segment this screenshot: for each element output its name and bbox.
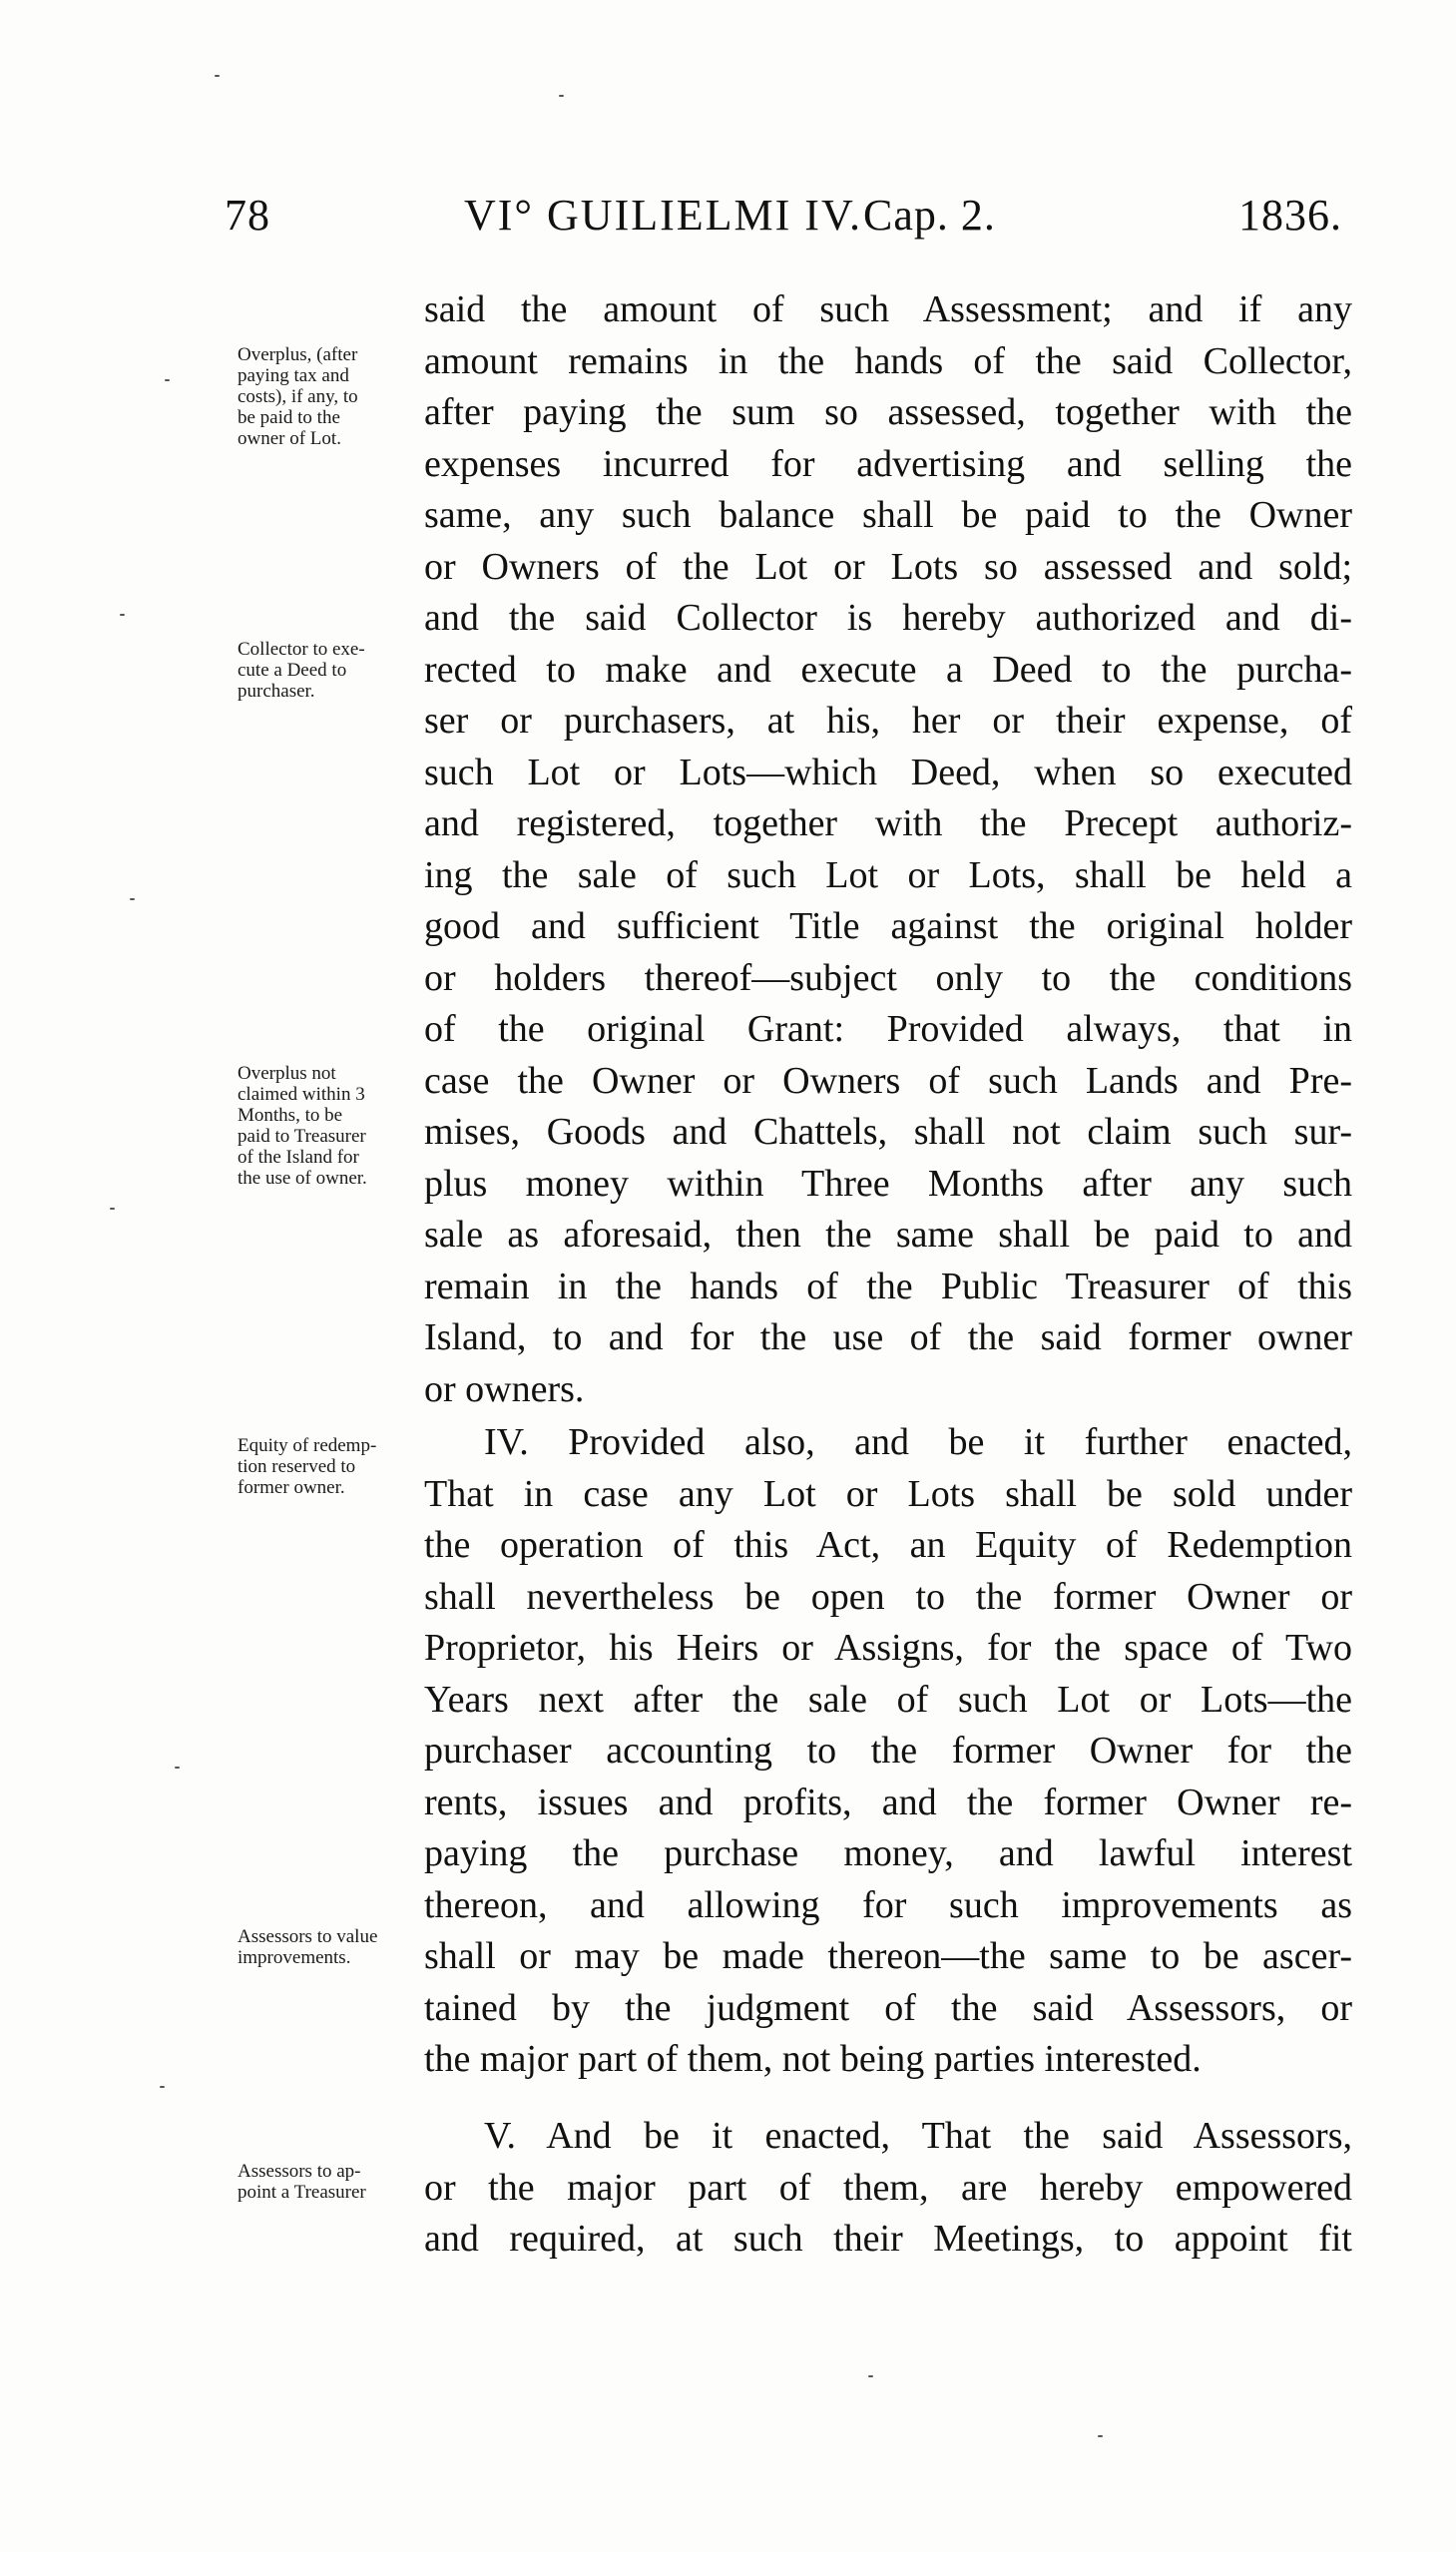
text-line: ing the sale of such Lot or Lots, shall be held a — [424, 853, 1352, 896]
text-line: same, any such balance shall be paid to the Owner — [424, 494, 1352, 536]
running-head — [225, 190, 1342, 259]
year-label: 1836. — [1238, 191, 1342, 240]
text-line: plus money within Three Months after any such — [424, 1162, 1352, 1205]
margin-note-line: Assessors to ap- — [238, 2161, 361, 2182]
section-iv-paragraph — [424, 1417, 1352, 2086]
text-line: rents, issues and profits, and the former Owner re- — [424, 1781, 1352, 1823]
text-line: mises, Goods and Chattels, shall not claim such sur- — [424, 1111, 1352, 1153]
scan-speck — [559, 95, 564, 97]
text-line: That in case any Lot or Lots shall be sold under — [424, 1472, 1352, 1515]
chapter-label: Cap. 2. — [863, 191, 996, 240]
margin-note-line: Equity of redemp- — [238, 1435, 377, 1456]
margin-note-line: the use of owner. — [238, 1168, 367, 1189]
text-line: or owners. — [424, 1367, 585, 1410]
margin-note-line: Collector to exe- — [238, 639, 365, 660]
section-heading-line: IV. Provided also, and be it further enacted, — [484, 1421, 1352, 1463]
running-title: VI° GUILIELMI IV. — [464, 191, 863, 240]
text-line: Island, to and for the use of the said former owner — [424, 1316, 1352, 1358]
scan-speck — [868, 2375, 873, 2377]
text-line: good and sufficient Title against the original holder — [424, 905, 1352, 947]
scan-speck — [110, 1208, 115, 1210]
paragraph-continuation — [424, 284, 1352, 1415]
scan-speck — [175, 1767, 180, 1769]
text-line: or Owners of the Lot or Lots so assessed and sold; — [424, 545, 1352, 588]
margin-note-line: owner of Lot. — [238, 428, 341, 449]
section-v-paragraph — [424, 2111, 1352, 2266]
margin-note-line: Overplus, (after — [238, 344, 358, 365]
text-line: purchaser accounting to the former Owner for the — [424, 1730, 1352, 1772]
text-line: shall nevertheless be open to the former Owner or — [424, 1575, 1352, 1618]
margin-note-line: Months, to be — [238, 1105, 343, 1126]
text-line: such Lot or Lots—which Deed, when so executed — [424, 751, 1352, 793]
margin-note-overplus — [238, 344, 437, 449]
text-line: tained by the judgment of the said Assessors, or — [424, 1986, 1352, 2029]
margin-note-line: cute a Deed to — [238, 660, 347, 681]
text-line: of the original Grant: Provided always, that in — [424, 1008, 1352, 1050]
section-heading-line: V. And be it enacted, That the said Assessors, — [484, 2115, 1352, 2157]
text-line: the major part of them, not being parties interested. — [424, 2038, 1202, 2080]
text-line: remain in the hands of the Public Treasurer of this — [424, 1265, 1352, 1307]
text-line: amount remains in the hands of the said Collector, — [424, 339, 1352, 382]
text-line: and the said Collector is hereby authorized and di- — [424, 597, 1352, 639]
text-line: and required, at such their Meetings, to appoint fit — [424, 2218, 1352, 2260]
text-line: shall or may be made thereon—the same to be ascer- — [424, 1935, 1352, 1977]
text-line: ser or purchasers, at his, her or their expense, of — [424, 700, 1352, 742]
margin-note-collector-deed — [238, 639, 437, 702]
text-line: and registered, together with the Precept authoriz- — [424, 802, 1352, 844]
margin-note-equity-redemption — [238, 1435, 437, 1498]
margin-note-line: improvements. — [238, 1947, 351, 1968]
text-line: or the major part of them, are hereby empowered — [424, 2166, 1352, 2209]
margin-note-line: claimed within 3 — [238, 1084, 365, 1105]
margin-note-line: point a Treasurer — [238, 2182, 366, 2203]
margin-note-line: paid to Treasurer — [238, 1126, 366, 1147]
margin-note-line: costs), if any, to — [238, 386, 358, 407]
text-line: Years next after the sale of such Lot or Lots—the — [424, 1678, 1352, 1721]
text-line: paying the purchase money, and lawful interest — [424, 1832, 1352, 1874]
margin-note-overplus-unclaimed — [238, 1063, 437, 1189]
scan-speck — [1098, 2435, 1103, 2437]
text-line: rected to make and execute a Deed to the purcha- — [424, 648, 1352, 691]
margin-note-line: Assessors to value — [238, 1926, 378, 1947]
scan-speck — [215, 75, 220, 77]
margin-note-line: be paid to the — [238, 407, 340, 428]
text-line: after paying the sum so assessed, together with the — [424, 391, 1352, 433]
scan-speck — [165, 379, 170, 381]
text-line: or holders thereof—subject only to the conditions — [424, 956, 1352, 999]
text-line: case the Owner or Owners of such Lands and Pre- — [424, 1059, 1352, 1102]
text-line: thereon, and allowing for such improvements as — [424, 1883, 1352, 1926]
margin-note-line: purchaser. — [238, 681, 315, 702]
margin-note-line: of the Island for — [238, 1147, 359, 1168]
scan-speck — [120, 614, 125, 616]
text-line: said the amount of such Assessment; and if any — [424, 288, 1352, 330]
margin-note-assessors-value — [238, 1926, 437, 1968]
scan-speck — [130, 898, 135, 900]
text-line: Proprietor, his Heirs or Assigns, for the space of Two — [424, 1627, 1352, 1669]
margin-note-line: tion reserved to — [238, 1456, 356, 1477]
scan-speck — [160, 2086, 165, 2088]
text-line: expenses incurred for advertising and selling the — [424, 442, 1352, 485]
page-number: 78 — [225, 191, 270, 240]
margin-note-line: paying tax and — [238, 365, 349, 386]
text-line: sale as aforesaid, then the same shall be paid to and — [424, 1214, 1352, 1256]
text-line: the operation of this Act, an Equity of Redemption — [424, 1524, 1352, 1566]
margin-note-assessors-treasurer — [238, 2161, 437, 2203]
margin-note-line: Overplus not — [238, 1063, 336, 1084]
margin-note-line: former owner. — [238, 1477, 345, 1498]
